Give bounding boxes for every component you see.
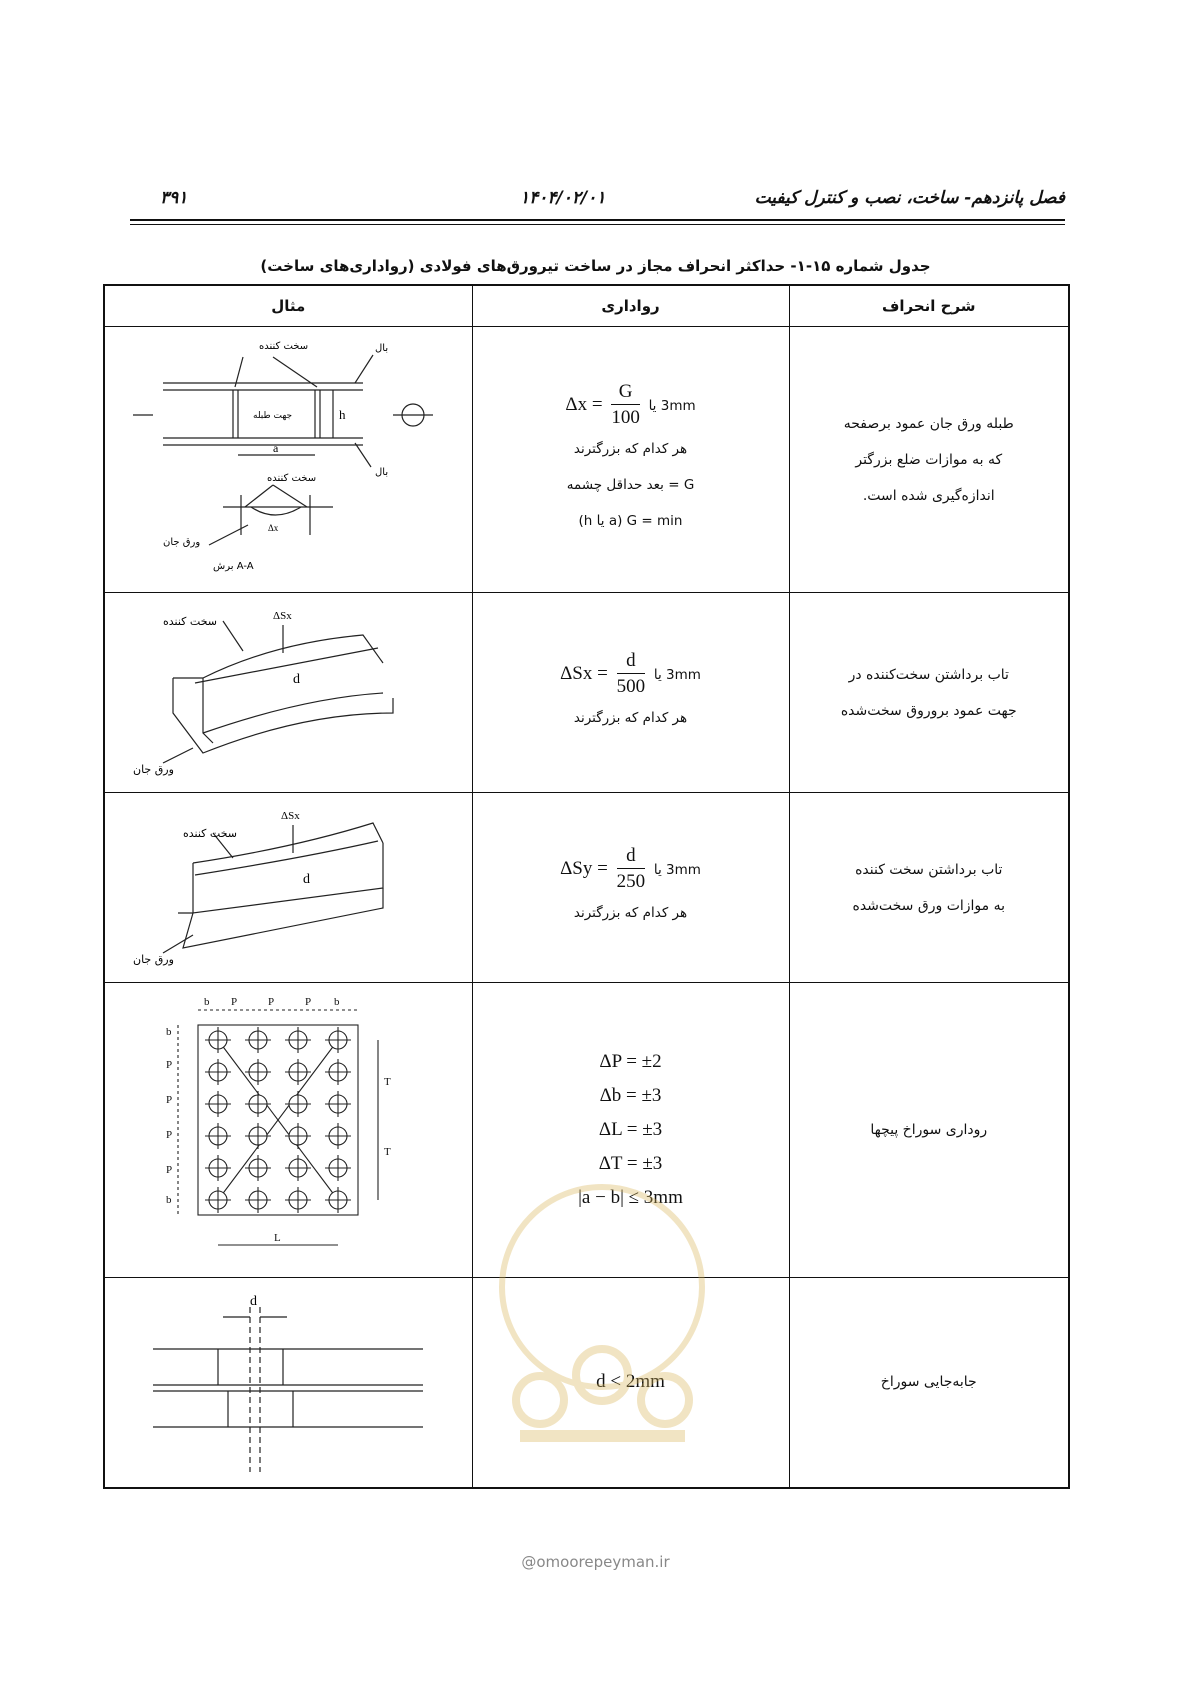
dim-T1: T	[384, 1076, 391, 1088]
description-line: طبله ورق جان عمود برصفحه	[843, 415, 1014, 432]
label-d: d	[250, 1294, 258, 1310]
tolerance-line: ΔT = ±3	[598, 1153, 663, 1174]
label-web: ورق جان	[133, 762, 175, 776]
formula-lhs: ΔSx =	[560, 662, 608, 684]
table-header-row	[104, 285, 1069, 327]
page-number: ۳۹۱	[160, 188, 188, 208]
note: G = min (a یا h)	[578, 513, 683, 529]
description-cell	[789, 1278, 1069, 1488]
left-dim: b	[166, 1026, 172, 1038]
label-dx: Δx	[268, 522, 279, 533]
dim-L: L	[274, 1232, 281, 1244]
watermark-logo	[490, 1175, 715, 1475]
left-dim: P	[166, 1059, 173, 1071]
formula-lhs: ΔSy =	[560, 857, 608, 879]
figure-stiffener-perp	[104, 593, 472, 793]
header-description: شرح انحراف	[789, 285, 1069, 327]
table-caption: جدول شماره ۱۵-۱- حداکثر انحراف مجاز در ساخت تیرورق‌های فولادی (رواداری‌های ساخت)	[260, 257, 931, 275]
left-dim: P	[166, 1129, 173, 1141]
label-web: ورق جان	[163, 536, 201, 548]
tolerance-line: Δb = ±3	[599, 1085, 662, 1106]
description-line: جابه‌جایی سوراخ	[880, 1374, 977, 1391]
header-date: ۱۴۰۴/۰۲/۰۱	[520, 188, 606, 208]
fraction-den: 250	[616, 871, 646, 892]
description-cell	[789, 593, 1069, 793]
label-flange-bottom: بال	[375, 466, 389, 478]
left-dim: P	[166, 1094, 173, 1106]
figure-bolt-holes	[104, 983, 472, 1278]
left-dim: P	[166, 1164, 173, 1176]
label-h: h	[339, 406, 346, 422]
formula-suffix: 3mm یا	[653, 666, 701, 683]
label-flange: بال	[375, 342, 389, 354]
label-dsx: ΔSx	[273, 609, 292, 622]
label-d: d	[303, 871, 311, 887]
label-stiffener: سخت کننده	[183, 826, 238, 840]
formula-lhs: Δx =	[565, 393, 603, 415]
fraction	[611, 380, 640, 431]
stiffener-perp-diagram	[123, 603, 453, 783]
header-rule-thin	[130, 224, 1065, 225]
table-row	[104, 593, 1069, 793]
table-row	[104, 793, 1069, 983]
tolerance-cell	[472, 327, 789, 593]
stiffener-parallel-diagram	[123, 803, 453, 973]
website-footer: @omoorepeyman.ir	[521, 1553, 670, 1571]
chapter-title: فصل پانزدهم- ساخت، نصب و کنترل کیفیت	[754, 188, 1065, 208]
label-dsx: ΔSx	[281, 809, 300, 822]
figure-web-bulge	[104, 327, 472, 593]
label-d: d	[293, 671, 301, 687]
fraction	[617, 844, 646, 895]
label-stiffener-2: سخت کننده	[267, 472, 317, 484]
table-row	[104, 327, 1069, 593]
top-dim: b	[204, 996, 210, 1008]
description-cell	[789, 983, 1069, 1278]
top-dim: P	[231, 996, 238, 1008]
fraction-num: d	[617, 844, 646, 869]
label-direction: جهت طبله	[253, 410, 293, 421]
description-line: تاب برداشتن سخت کننده	[855, 861, 1003, 878]
description-cell	[789, 327, 1069, 593]
top-dim: P	[268, 996, 275, 1008]
description-line: تاب برداشتن سخت‌کننده در	[848, 666, 1009, 683]
bolt-hole-diagram	[138, 995, 438, 1265]
fraction-den: 100	[611, 407, 640, 428]
label-section: برش A-A	[213, 560, 254, 572]
figure-stiffener-parallel	[104, 793, 472, 983]
description-line: جهت عمود بروروق سخت‌شده	[840, 702, 1017, 719]
dim-T2: T	[384, 1146, 391, 1158]
fraction-den: 500	[616, 676, 646, 697]
label-stiffener: سخت کننده	[163, 614, 218, 628]
fraction-num: d	[617, 649, 646, 674]
description-line: روداری سوراخ پیچها	[870, 1122, 988, 1138]
formula-suffix: 3mm یا	[653, 861, 701, 878]
tolerance-cell	[472, 793, 789, 983]
header-tolerance: رواداری	[472, 285, 789, 327]
fraction	[617, 649, 646, 700]
left-dim: b	[166, 1194, 172, 1206]
header-rule-thick	[130, 219, 1065, 221]
tolerance-cell	[472, 593, 789, 793]
description-line: به موازات ورق سخت‌شده	[852, 897, 1006, 914]
note: هر کدام که بزرگترند	[573, 441, 688, 457]
note: هر کدام که بزرگترند	[573, 710, 688, 726]
note: هر کدام که بزرگترند	[573, 905, 688, 921]
top-dim: b	[334, 996, 340, 1008]
formula-suffix: 3mm یا	[648, 397, 696, 414]
label-stiffener: سخت کننده	[259, 340, 309, 352]
page-header	[130, 188, 1065, 212]
description-line: اندازه‌گیری شده است.	[862, 487, 995, 504]
description-cell	[789, 793, 1069, 983]
web-bulge-diagram	[123, 335, 453, 585]
tolerance-line: ΔP = ±2	[599, 1051, 662, 1072]
hole-offset-diagram	[123, 1287, 453, 1477]
top-dim: P	[305, 996, 312, 1008]
fraction-num: G	[611, 380, 640, 405]
figure-hole-offset	[104, 1278, 472, 1488]
header-example: مثال	[104, 285, 472, 327]
tolerance-line: d < 2mm	[596, 1371, 665, 1393]
description-line: که به موازات ضلع بزرگتر	[855, 451, 1003, 468]
tolerance-line: ΔL = ±3	[598, 1119, 663, 1140]
note: G = بعد حداقل چشمه	[566, 477, 695, 493]
label-a: a	[273, 440, 279, 455]
tolerance-line: |a − b| ≤ 3mm	[578, 1187, 683, 1208]
label-web: ورق جان	[133, 952, 175, 966]
